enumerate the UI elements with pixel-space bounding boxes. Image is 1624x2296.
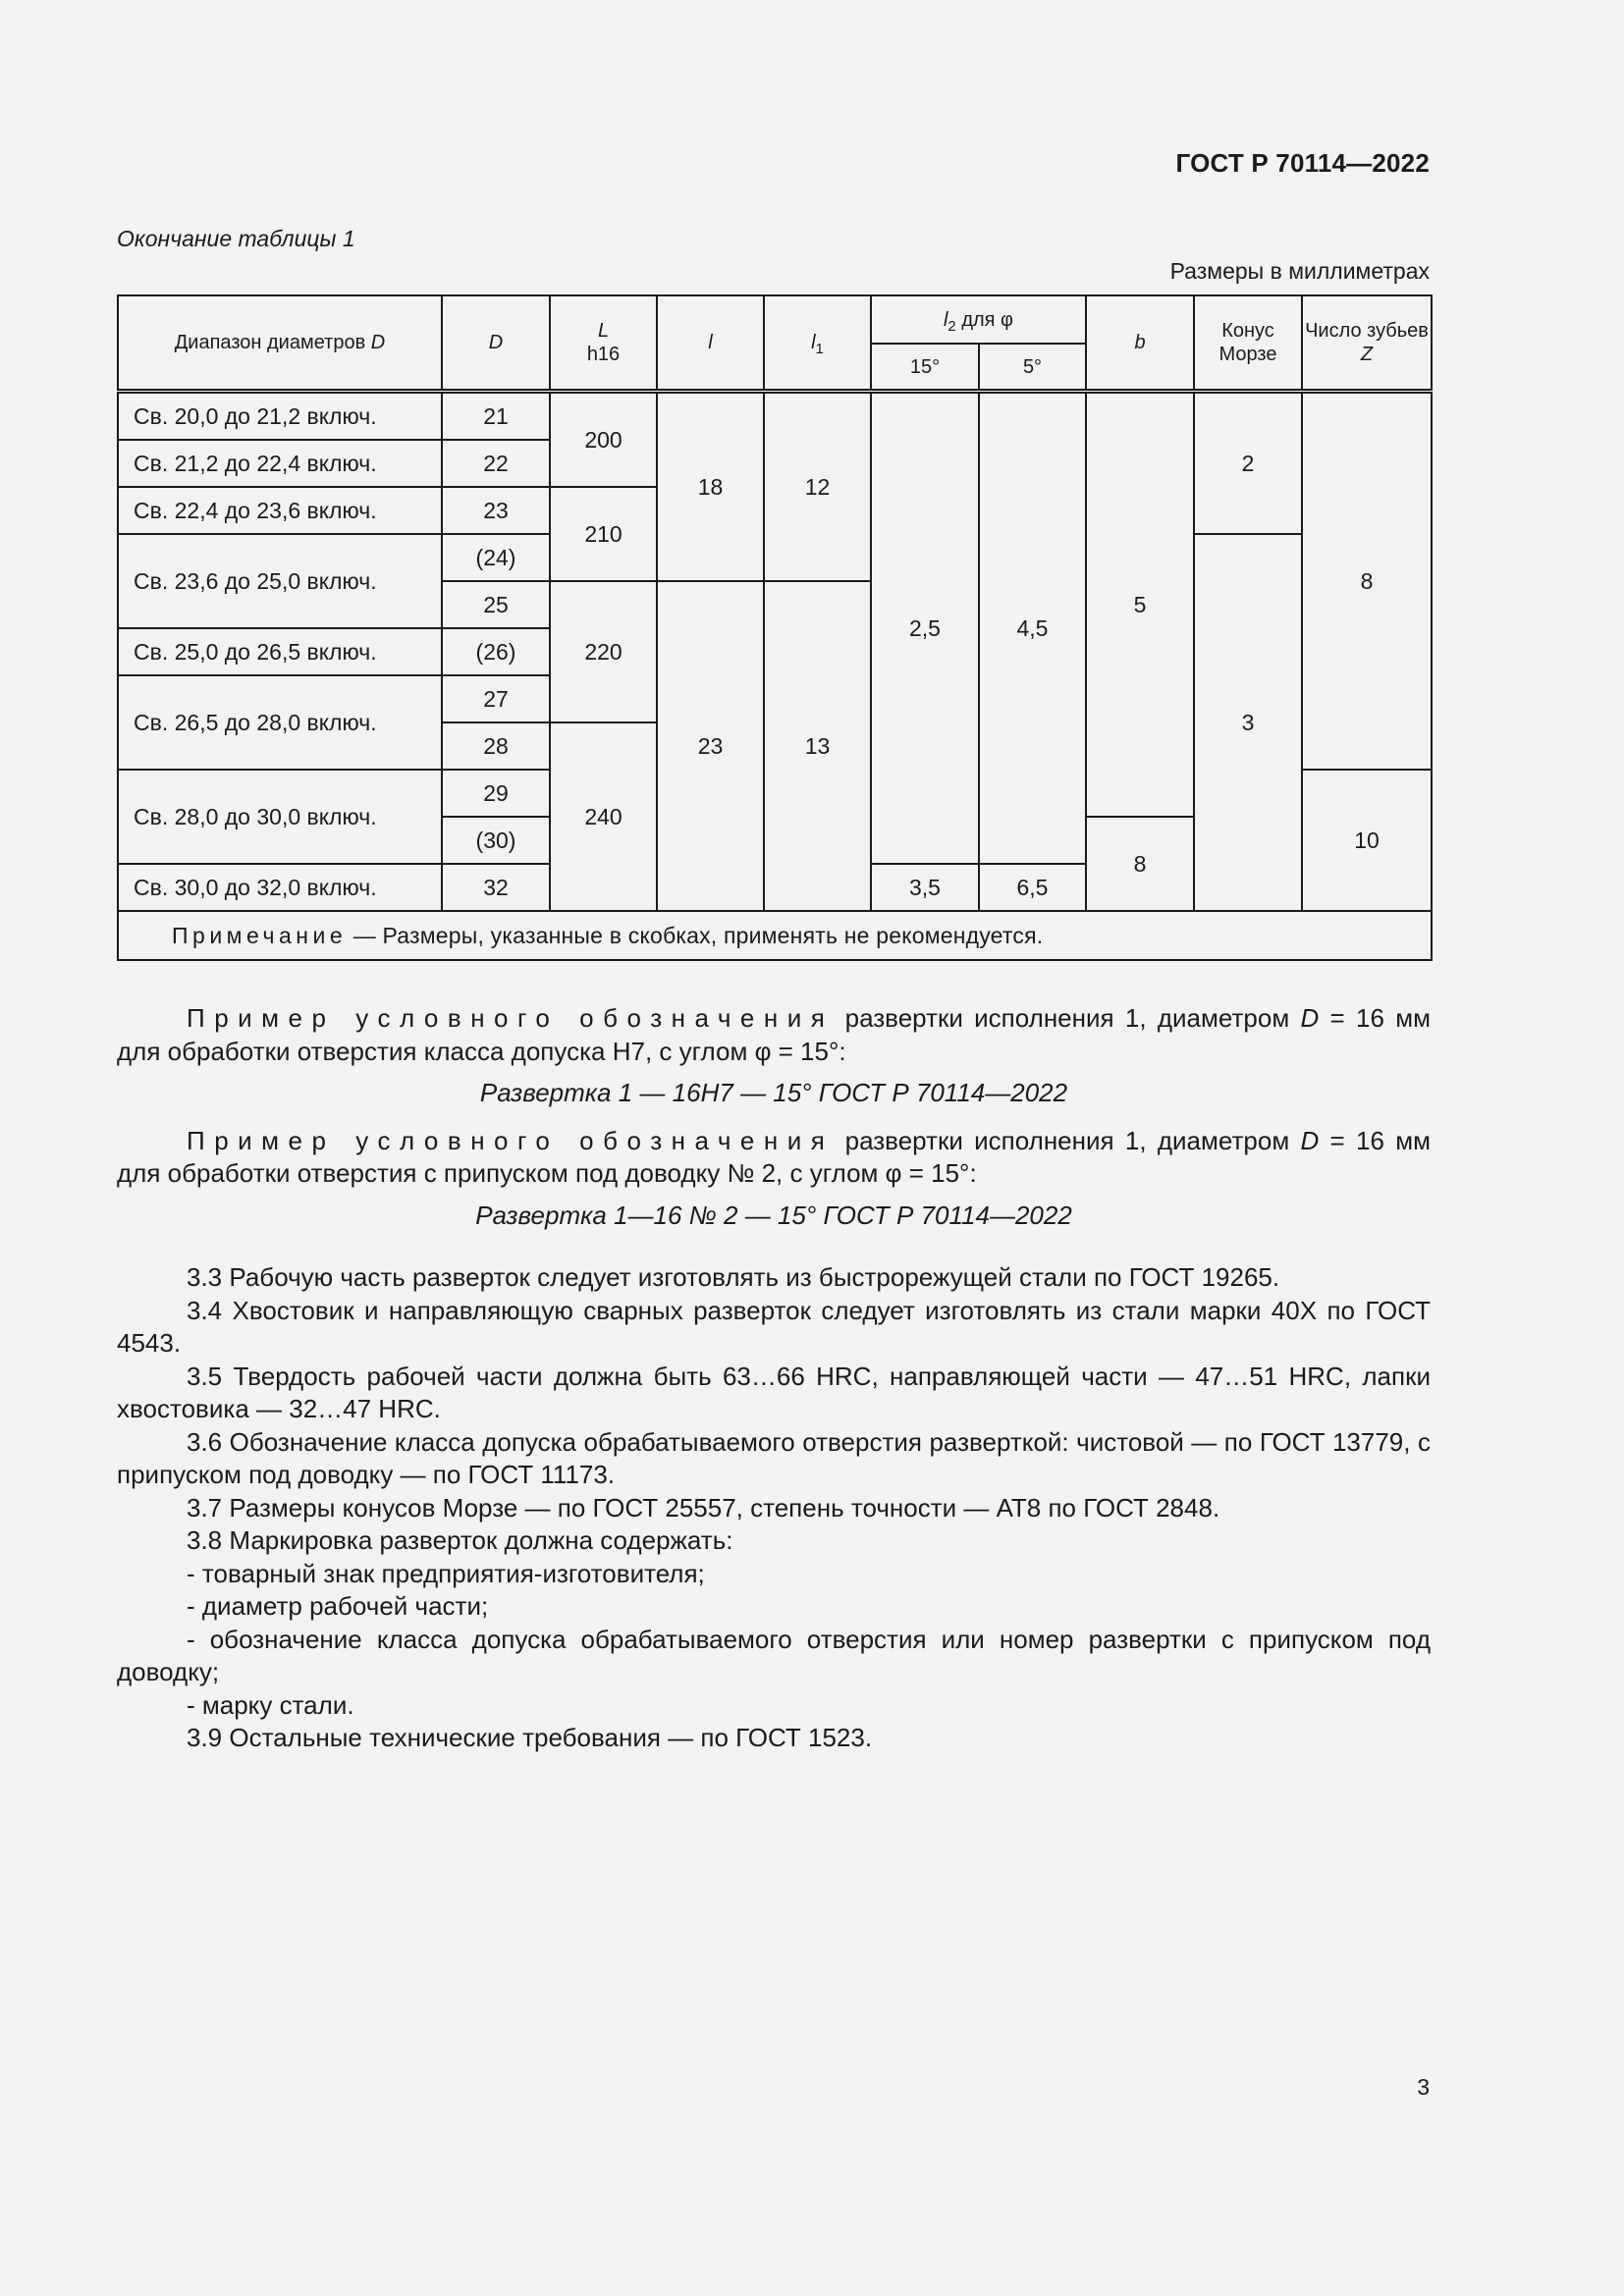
example-2-designation: Развертка 1—16 № 2 — 15° ГОСТ Р 70114—2022 — [475, 1200, 1072, 1230]
marking-item: - товарный знак предприятия-изготовителя; — [187, 1558, 705, 1588]
l2-15-cell: 2,5 — [871, 392, 979, 865]
l1-cell: 12 — [764, 392, 871, 582]
clause-3-3: 3.3 Рабочую часть разверток следует изготовлять из быстрорежущей стали по ГОСТ 19265. — [187, 1262, 1280, 1292]
table-note-row — [118, 911, 1432, 960]
d-cell: 28 — [442, 722, 550, 770]
d-cell: 27 — [442, 675, 550, 722]
header-angle-5: 5° — [979, 344, 1086, 392]
l2-5-cell: 6,5 — [979, 864, 1086, 911]
l-cell: 18 — [657, 392, 764, 582]
range-cell: Св. 25,0 до 26,5 включ. — [118, 628, 442, 675]
range-cell: Св. 30,0 до 32,0 включ. — [118, 864, 442, 911]
table-note: Примечание — Размеры, указанные в скобках, применять не рекомендуется. — [118, 911, 1432, 960]
marking-item: - обозначение класса допуска обрабатываемого отверстия или номер развертки с припуском под доводку; — [117, 1624, 1431, 1686]
d-cell: 23 — [442, 487, 550, 534]
clause-3-8: 3.8 Маркировка разверток должна содержать: — [187, 1525, 733, 1555]
d-cell: (24) — [442, 534, 550, 581]
d-cell: 21 — [442, 392, 550, 441]
header-b: b — [1086, 295, 1194, 392]
header-l2: $l_2$ для φ — [871, 295, 1086, 344]
L-cell: 210 — [550, 487, 657, 581]
table-caption: Окончание таблицы 1 — [117, 226, 355, 251]
L-cell: 220 — [550, 581, 657, 722]
l-cell: 23 — [657, 581, 764, 911]
clause-3-9: 3.9 Остальные технические требования — по ГОСТ 1523. — [187, 1723, 873, 1752]
morse-cell: 2 — [1194, 392, 1302, 535]
table-row — [118, 392, 1432, 441]
range-cell: Св. 21,2 до 22,4 включ. — [118, 440, 442, 487]
header-l: l — [657, 295, 764, 392]
header-L: L h16 — [550, 295, 657, 392]
marking-item: - марку стали. — [187, 1689, 354, 1720]
units-note: Размеры в миллиметрах — [1169, 258, 1430, 284]
d-cell: 22 — [442, 440, 550, 487]
example-2: Пример условного обозначения развертки исполнения 1, диаметром D = 16 мм для обработки отверстия с припуском под доводку № 2, с углом φ = 15°: — [117, 1125, 1431, 1188]
morse-cell: 3 — [1194, 534, 1302, 911]
l2-5-cell: 4,5 — [979, 392, 1086, 865]
document-code: ГОСТ Р 70114—2022 — [1175, 148, 1430, 178]
header-l1: $l_1$ — [764, 295, 871, 392]
header-range: Диапазон диаметров D — [118, 295, 442, 392]
teeth-cell: 10 — [1302, 770, 1432, 911]
d-cell: 32 — [442, 864, 550, 911]
L-cell: 240 — [550, 722, 657, 911]
teeth-cell: 8 — [1302, 392, 1432, 771]
l1-cell: 13 — [764, 581, 871, 911]
range-cell: Св. 26,5 до 28,0 включ. — [118, 675, 442, 770]
l2-15-cell: 3,5 — [871, 864, 979, 911]
d-cell: 25 — [442, 581, 550, 628]
range-cell: Св. 28,0 до 30,0 включ. — [118, 770, 442, 864]
d-cell: (26) — [442, 628, 550, 675]
marking-item: - диаметр рабочей части; — [187, 1591, 489, 1621]
header-teeth: Число зубьев Z — [1302, 295, 1432, 392]
clause-3-7: 3.7 Размеры конусов Морзе — по ГОСТ 25557, степень точности — АТ8 по ГОСТ 2848. — [187, 1492, 1220, 1522]
L-cell: 200 — [550, 392, 657, 488]
d-cell: (30) — [442, 817, 550, 864]
clause-3-6: 3.6 Обозначение класса допуска обрабатываемого отверстия разверткой: чистовой — по ГОСТ 13779, с припуском под доводку — по ГОСТ 11173. — [117, 1426, 1431, 1489]
range-cell: Св. 22,4 до 23,6 включ. — [118, 487, 442, 534]
example-1: Пример условного обозначения развертки исполнения 1, диаметром D = 16 мм для обработки отверстия класса допуска H7, с углом φ = 15°: — [117, 1003, 1431, 1066]
header-d: D — [442, 295, 550, 392]
clause-3-5: 3.5 Твердость рабочей части должна быть 63…66 HRC, направляющей части — 47…51 HRC, лапки хвостовика — 32…47 HRC. — [117, 1361, 1431, 1423]
dimensions-table — [117, 294, 1433, 961]
b-cell: 5 — [1086, 392, 1194, 818]
page-number: 3 — [1417, 2074, 1430, 2100]
range-cell: Св. 20,0 до 21,2 включ. — [118, 392, 442, 441]
header-angle-15: 15° — [871, 344, 979, 392]
examples-block — [117, 1002, 1431, 1232]
clause-3-4: 3.4 Хвостовик и направляющую сварных разверток следует изготовлять из стали марки 40Х по ГОСТ 4543. — [117, 1295, 1431, 1358]
b-cell: 8 — [1086, 817, 1194, 911]
range-cell: Св. 23,6 до 25,0 включ. — [118, 534, 442, 628]
header-morse: Конус Морзе — [1194, 295, 1302, 392]
example-1-designation: Развертка 1 — 16H7 — 15° ГОСТ Р 70114—2022 — [479, 1078, 1068, 1107]
clauses-block — [117, 1261, 1431, 1755]
d-cell: 29 — [442, 770, 550, 817]
